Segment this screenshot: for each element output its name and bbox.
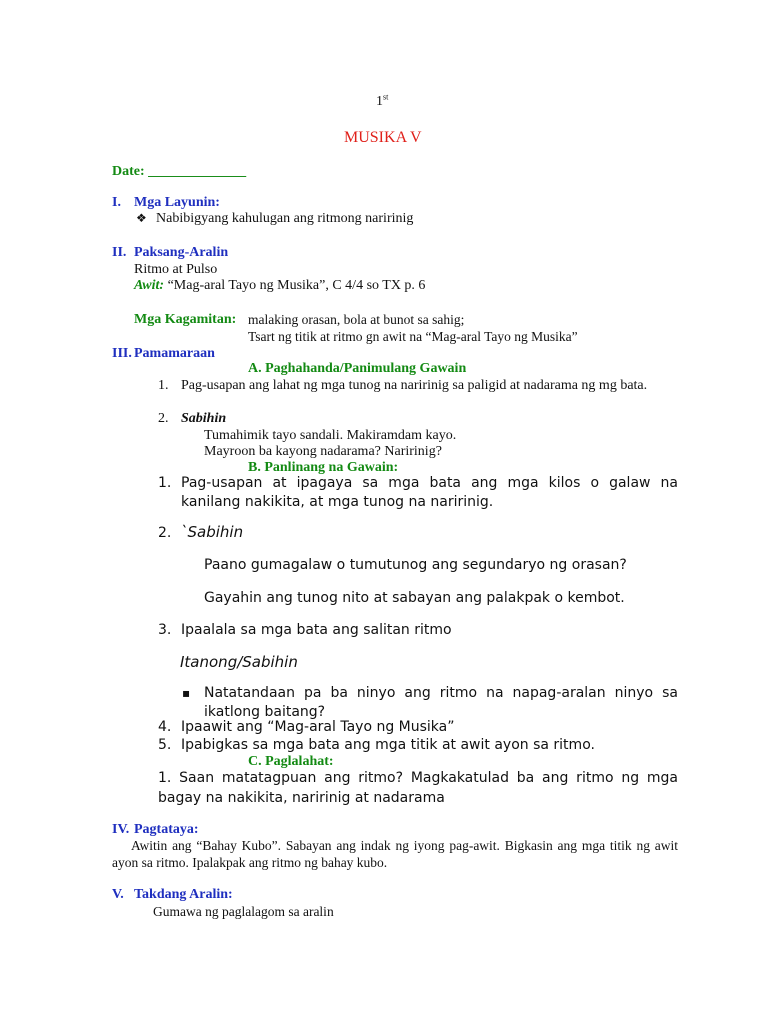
section-2-numeral: II. [112, 245, 127, 260]
kagamitan-line-1: malaking orasan, bola at bunot sa sahig; [248, 312, 465, 327]
ordinal-heading [376, 93, 388, 110]
kagamitan-label: Mga Kagamitan: [134, 312, 237, 327]
section-5-text: Gumawa ng paglalagom sa aralin [153, 904, 334, 919]
part-b-question-2: Gayahin ang tunog nito at sabayan ang palakpak o kembot. [204, 590, 625, 606]
part-b-item-4-number: 4. [158, 719, 172, 735]
part-b-item-5-number: 5. [158, 737, 172, 753]
part-b-item-3-text: Ipaalala sa mga bata ang salitan ritmo [181, 622, 452, 638]
section-5-numeral: V. [112, 887, 124, 902]
section-3-heading: Pamamaraan [134, 346, 215, 361]
date-label: Date: ______________ [112, 164, 247, 179]
awit-label: Awit: [134, 278, 165, 293]
objective-item: Nabibigyang kahulugan ang ritmong naririnig [156, 211, 414, 226]
part-c-item-1-text: 1. Saan matatagpuan ang ritmo? Magkakatulad ba ang ritmo ng mga bagay na nakikita, naririnig at nadarama [158, 770, 678, 806]
part-b-item-3-number: 3. [158, 622, 172, 638]
awit-line [134, 277, 425, 294]
part-b-itanong-text: Natatandaan pa ba ninyo ang ritmo na napag-aralan ninyo sa ikatlong baitang? [204, 685, 678, 720]
section-4-numeral: IV. [112, 822, 130, 837]
diamond-bullet-icon: ❖ [136, 211, 147, 225]
part-b-item-5-text: Ipabigkas sa mga bata ang mga titik at awit ayon sa ritmo. [181, 737, 595, 753]
section-4-heading: Pagtataya: [134, 822, 199, 837]
topic-text: Ritmo at Pulso [134, 262, 218, 277]
part-b-question-1: Paano gumagalaw o tumutunog ang segundaryo ng orasan? [204, 557, 627, 573]
part-b-item-1-text: Pag-usapan at ipagaya sa mga bata ang mga kilos o galaw na kanilang nakikita, at mga tunog na naririnig. [181, 475, 678, 510]
part-b-heading: B. Panlinang na Gawain: [248, 460, 399, 475]
kagamitan-line-2: Tsart ng titik at ritmo gn awit na “Mag-aral Tayo ng Musika” [248, 329, 578, 344]
part-b-item-1-number: 1. [158, 475, 172, 491]
part-b-sabihin-label: `Sabihin [180, 523, 244, 541]
part-a-sabihin-line-1: Tumahimik tayo sandali. Makiramdam kayo. [204, 428, 457, 443]
part-b-item-4-text: Ipaawit ang “Mag-aral Tayo ng Musika” [181, 719, 455, 735]
document-title: MUSIKA V [344, 129, 422, 146]
awit-text: “Mag-aral Tayo ng Musika”, C 4/4 so TX p. 6 [167, 278, 426, 293]
part-a-heading: A. Paghahanda/Panimulang Gawain [248, 361, 467, 376]
section-5-heading: Takdang Aralin: [134, 887, 233, 902]
part-b-itanong-label: Itanong/Sabihin [180, 653, 298, 671]
section-1-numeral: I. [112, 195, 121, 210]
section-2-heading: Paksang-Aralin [134, 245, 229, 260]
ordinal-number: 1 [376, 94, 383, 109]
part-a-item-1-number: 1. [158, 378, 169, 393]
part-a-item-2-number: 2. [158, 411, 169, 426]
square-bullet-icon: ▪ [182, 686, 191, 700]
section-3-numeral: III. [112, 346, 132, 361]
section-1-heading: Mga Layunin: [134, 195, 220, 210]
part-c-heading: C. Paglalahat: [248, 754, 334, 769]
section-4-text: Awitin ang “Bahay Kubo”. Sabayan ang indak ng iyong pag-awit. Bigkasin ang mga titik ng awit ayon sa ritmo. Ipalakpak ang ritmo ng bahay kubo. [112, 838, 678, 870]
ordinal-suffix: st [383, 92, 389, 102]
part-a-item-1-text: Pag-usapan ang lahat ng mga tunog na naririnig sa paligid at nadarama ng mg bata. [181, 378, 648, 393]
part-a-sabihin-line-2: Mayroon ba kayong nadarama? Naririnig? [204, 444, 442, 459]
part-a-sabihin-label: Sabihin [181, 411, 227, 426]
part-b-item-2-number: 2. [158, 525, 172, 541]
